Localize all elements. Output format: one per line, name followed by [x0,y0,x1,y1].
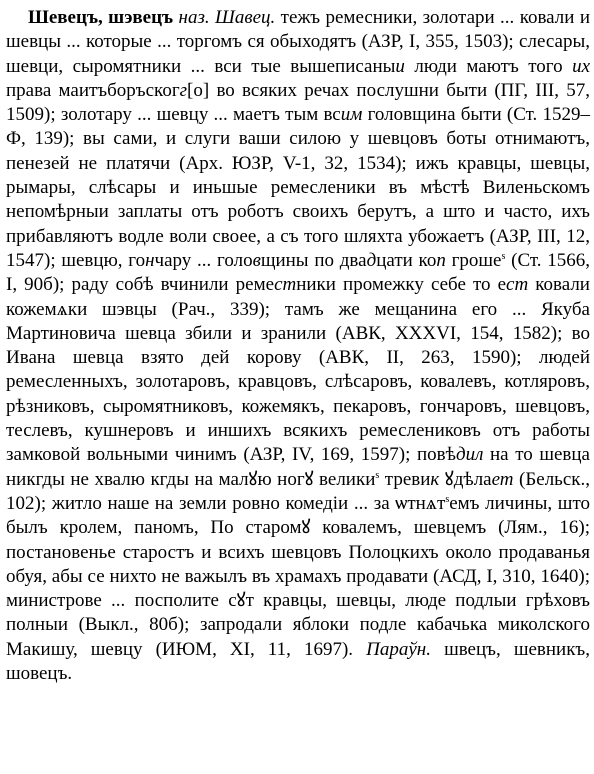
entry-text-italic: к [430,468,440,490]
entry-text: (Бельск., 102); житло наше на земли ровно комедіи ... за ѡтнѧт [6,468,590,514]
superscript-mark: s [445,493,450,505]
superscript-mark: s [501,250,506,262]
superscript-mark: s [375,469,380,481]
dictionary-entry [6,6,590,686]
entry-text: люди маютъ того [404,55,573,77]
entry-text: [о] во всяких речах послушни быти (ПГ, III, 57, 1509); золотару ... шевцу ... маетъ тым вс [6,79,590,126]
entry-text: тежъ ремесники, золотари ... ковали и шевцы ... которые ... торгомъ ся обыходятъ (АЗР, I, 355, 1503); слесары, шевци, сыромятники ... вси тые вышеписаны [6,7,590,77]
entry-text-italic: ет [491,468,514,490]
entry-text: права маитъборъског [6,79,180,101]
entry-text: швецъ, шевникъ, шовецъ. [6,638,590,685]
entry-text-italic: в [252,249,261,271]
entry-text: щины по два [260,249,367,271]
entry-text: треви [379,468,431,490]
entry-text: гроше [445,249,502,271]
entry-text-italic: дил [455,444,484,466]
entry-text: цати ко [376,249,437,271]
entry-compare-label: Параўн. [366,638,431,660]
entry-grammar-note: наз. Шавец. [178,7,276,28]
entry-headword: Шевецъ, шэвецъ [28,7,174,28]
entry-text-italic: их [572,55,590,77]
entry-text-italic: г [179,79,188,101]
entry-text: головщина быти (Ст. 1529–Ф, 139); вы сами, и слуги ваши силою у шевцовъ боты отнимаютъ, пенезей не платячи (Арх. ЮЗР, V-1, 32, 1534); ижъ кравцы, шевцы, рымары, слѣсары и иньшые ремесленики въ мѣстѣ Виленьскомъ непомѣрныи заплаты отъ роботъ своихъ берутъ, а што и часто, ихъ прибавляютъ водле воли своее, а съ того шляхта убожаетъ (АЗР, III, 12, 1547); шевцю, го [6,104,590,271]
entry-text: ꙋдѣла [439,468,492,490]
entry-text-italic: и [395,55,405,77]
entry-text: емъ личины, што былъ кролем, паномъ, По старомꙋ ковалемъ, шевцемъ (Лям., 16); постановенье старостъ и всихъ шевцовъ Полоцкихъ около продаванья обуя, абы се нихто не важылъ въ храмахъ продавати (АСД, I, 310, 1640); министрове ... посполите сꙋт кравцы, шевцы, люде подлыи грѣховъ полныи (Выкл., 80б); запродали яблоки подле кабачька миколского Макишу, шевцу (ИЮМ, XI, 11, 1697). [6,492,590,660]
entry-text-italic: н [145,249,155,271]
entry-text: на то шевца никгды не хвалю кгды на малꙋю ногꙋ велики [6,444,590,490]
entry-text: ковали кожемѧки шэвцы (Рач., 339); тамъ же мещанина его ... Якуба Мартиновича шевца збили и зранили (АВК, XXXVI, 154, 1582); во Ивана шевца взято дей корову (АВК, II, 263, 1590); людей ремесленныхъ, золотаровъ, кравцовъ, слѣсаровъ, ковалевъ, котляровъ, рѣзниковъ, сыромятниковъ, кожемякъ, пекаровъ, гончаровъ, шевцовъ, теслевъ, кушнеровъ и иншихъ всякихъ ремеслениковъ отъ работы замковой вольными чинимъ (АЗР, IV, 169, 1597); повѣ [6,274,590,466]
entry-text-italic: ст [506,274,529,296]
entry-text-italic: п [436,249,446,271]
entry-text: ники промежку себе то е [296,274,507,296]
entry-text-italic: д [366,249,377,271]
entry-text-italic: им [340,104,363,126]
entry-text: чару ... голо [154,249,253,271]
entry-text: (Ст. 1566, I, 90б); раду собѣ вчинили реме [6,249,590,296]
entry-text-italic: ст [274,274,297,296]
